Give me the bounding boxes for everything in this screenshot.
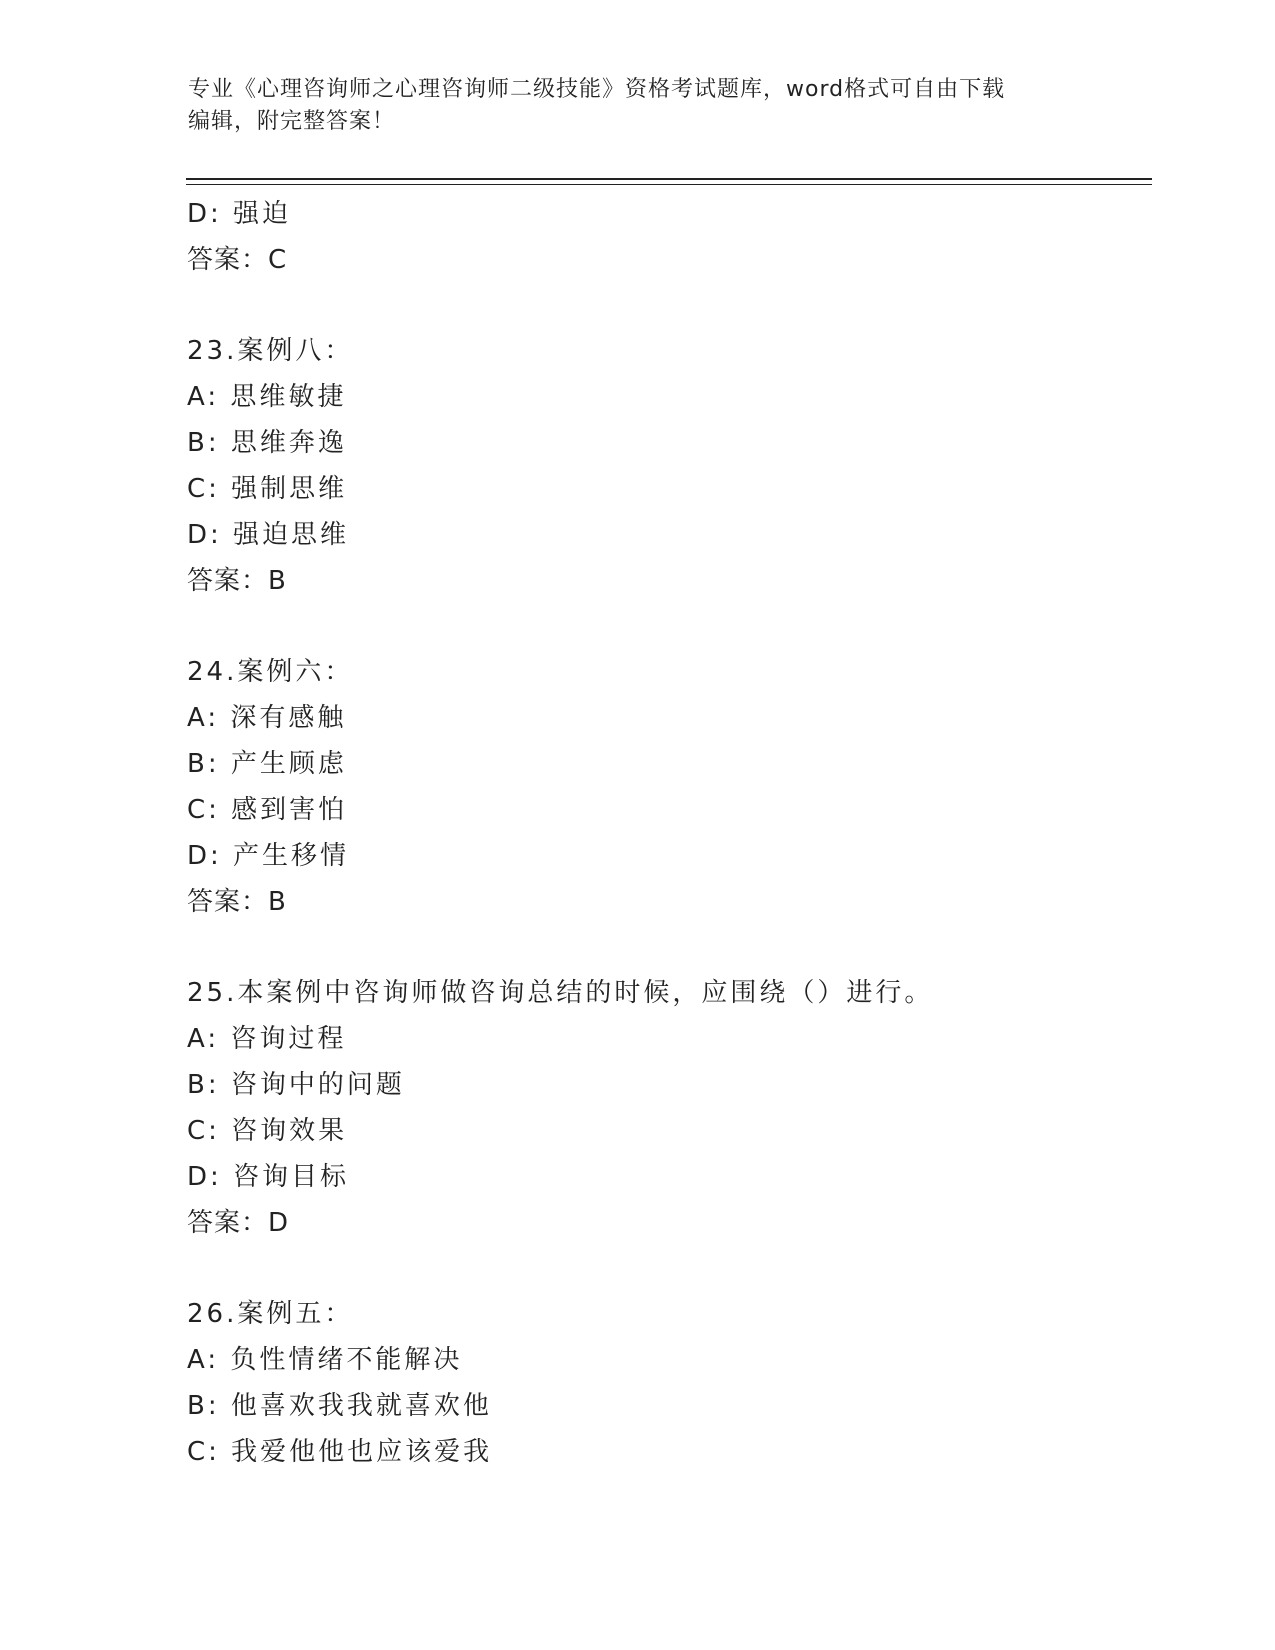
question-list <box>187 191 1147 1475</box>
option-a: A: 深有感触 <box>187 703 347 733</box>
answer-line: 答案：B <box>187 566 287 596</box>
option-d: D: 产生移情 <box>187 841 350 871</box>
spacer <box>187 604 1147 649</box>
spacer <box>187 1246 1147 1291</box>
question-23 <box>187 328 1147 604</box>
question-25 <box>187 970 1147 1246</box>
header-divider-thick <box>186 178 1152 180</box>
option-c: C: 感到害怕 <box>187 795 348 825</box>
option-c: C: 强制思维 <box>187 474 348 504</box>
question-stem: 24.案例六： <box>187 657 354 687</box>
question-stem: 23.案例八： <box>187 336 354 366</box>
answer-line: 答案：C <box>187 245 288 275</box>
header-divider-thin <box>186 184 1152 185</box>
option-b: B: 咨询中的问题 <box>187 1070 405 1100</box>
spacer <box>187 283 1147 328</box>
answer-line: 答案：B <box>187 887 287 917</box>
option-d: D: 强迫 <box>187 199 292 229</box>
option-b: B: 他喜欢我我就喜欢他 <box>187 1391 492 1421</box>
question-26 <box>187 1291 1147 1475</box>
spacer <box>187 925 1147 970</box>
document-header <box>188 74 1088 138</box>
option-c: C: 咨询效果 <box>187 1116 348 1146</box>
option-a: A: 咨询过程 <box>187 1024 347 1054</box>
header-line-2: 编辑，附完整答案！ <box>188 109 396 134</box>
answer-line: 答案：D <box>187 1208 290 1238</box>
option-b: B: 产生顾虑 <box>187 749 347 779</box>
question-24 <box>187 649 1147 925</box>
option-b: B: 思维奔逸 <box>187 428 347 458</box>
question-stem: 25.本案例中咨询师做咨询总结的时候，应围绕（）进行。 <box>187 978 934 1008</box>
option-d: D: 咨询目标 <box>187 1162 350 1192</box>
option-d: D: 强迫思维 <box>187 520 350 550</box>
option-a: A: 思维敏捷 <box>187 382 347 412</box>
option-a: A: 负性情绪不能解决 <box>187 1345 463 1375</box>
question-stem: 26.案例五： <box>187 1299 354 1329</box>
option-c: C: 我爱他他也应该爱我 <box>187 1437 493 1467</box>
header-line-1: 专业《心理咨询师之心理咨询师二级技能》资格考试题库，word格式可自由下载 <box>188 77 1006 102</box>
